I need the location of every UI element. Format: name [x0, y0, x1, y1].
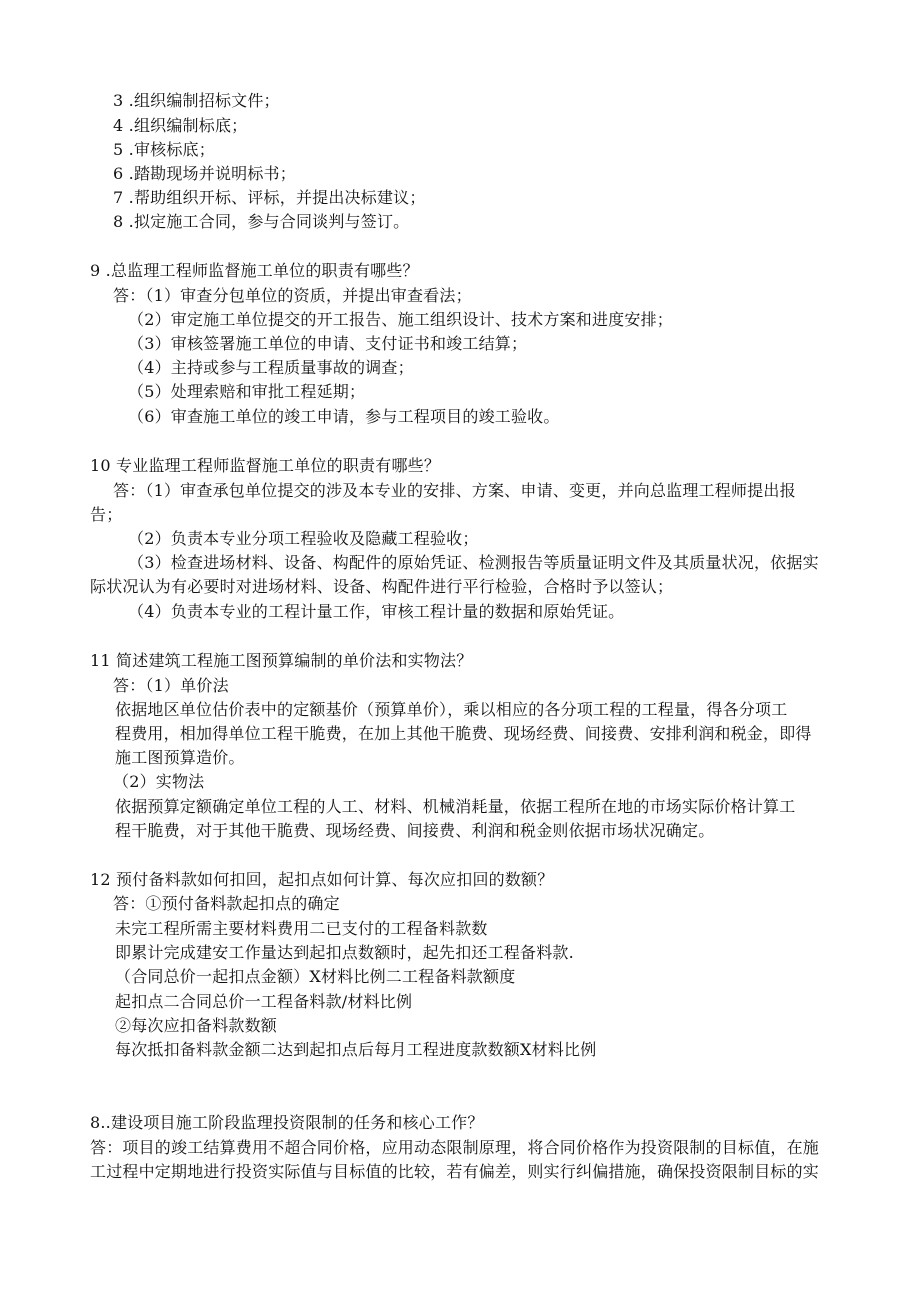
- answer-10-item: （2）负责本专业分项工程验收及隐藏工程验收；: [128, 529, 479, 548]
- answer-8b-line: 工过程中定期地进行投资实际值与目标值的比较，若有偏差，则实行纠偏措施，确保投资限制目标的实: [90, 1162, 820, 1181]
- question-11: 11 简述建筑工程施工图预算编制的单价法和实物法？: [90, 651, 473, 670]
- answer-12-line: ②每次应扣备料款数额: [115, 1016, 278, 1035]
- paragraph-line: 依据预算定额确定单位工程的人工、材料、机械消耗量，依据工程所在地的市场实际价格计算工: [115, 797, 796, 816]
- list-item: 4 .组织编制标底；: [113, 116, 248, 135]
- paragraph-line: 程干脆费，对于其他干脆费、现场经费、间接费、利润和税金则依据市场状况确定。: [115, 821, 715, 840]
- answer-10-item: （3）检查进场材料、设备、构配件的原始凭证、检测报告等质量证明文件及其质量状况，依据实: [128, 553, 819, 572]
- list-item: 8 .拟定施工合同，参与合同谈判与签订。: [113, 212, 410, 231]
- list-item: 6 .踏勘现场并说明标书；: [113, 164, 296, 183]
- answer-10-first: 答：（1）审查承包单位提交的涉及本专业的安排、方案、申请、变更，并向总监理工程师提出报: [113, 481, 796, 500]
- answer-10-item-cont: 际状况认为有必要时对进场材料、设备、构配件进行平行检验，合格时予以签认；: [90, 577, 674, 596]
- question-12: 12 预付备料款如何扣回，起扣点如何计算、每次应扣回的数额？: [90, 870, 554, 889]
- paragraph-line: 程费用，相加得单位工程干脆费，在加上其他干脆费、现场经费、间接费、安排利润和税金，即得: [115, 724, 812, 743]
- answer-12-line: （合同总价一起扣点金额）X材料比例二工程备料款额度: [115, 967, 516, 986]
- list-item: 7 .帮助组织开标、评标，并提出决标建议；: [113, 188, 426, 207]
- list-item: 5 .审核标底；: [113, 140, 215, 159]
- answer-12-line: 即累计完成建安工作量达到起扣点数额时，起先扣还工程备料款.: [115, 943, 574, 962]
- answer-12-line: 起扣点二合同总价一工程备料款/材料比例: [115, 992, 413, 1011]
- answer-12-line: 未完工程所需主要材料费用二已支付的工程备料款数: [115, 919, 488, 938]
- answer-8b-line: 答：项目的竣工结算费用不超合同价格，应用动态限制原理，将合同价格作为投资限制的目标值，在施: [90, 1138, 820, 1157]
- answer-9-item: （2）审定施工单位提交的开工报告、施工组织设计、技术方案和进度安排；: [128, 310, 673, 329]
- question-8b: 8..建设项目施工阶段监理投资限制的任务和核心工作？: [90, 1113, 484, 1132]
- answer-10-item: （4）负责本专业的工程计量工作，审核工程计量的数据和原始凭证。: [128, 602, 625, 621]
- answer-12-line: 答：①预付备料款起扣点的确定: [113, 894, 340, 913]
- paragraph-line: 依据地区单位估价表中的定额基价（预算单价），乘以相应的各分项工程的工程量，得各分项工: [115, 700, 788, 719]
- answer-9-item: （5）处理索赔和审批工程延期；: [128, 382, 366, 401]
- answer-11-first: 答：（1）单价法: [113, 676, 229, 695]
- answer-10-first-cont: 告；: [90, 505, 123, 524]
- paragraph-line: 施工图预算造价。: [115, 748, 245, 767]
- answer-9-item: （3）审核签署施工单位的申请、支付证书和竣工结算；: [128, 334, 528, 353]
- answer-9-first: 答：（1）审查分包单位的资质，并提出审查看法；: [113, 286, 472, 305]
- list-item: 3 .组织编制招标文件；: [113, 91, 280, 110]
- answer-9-item: （6）审查施工单位的竣工申请，参与工程项目的竣工验收。: [128, 407, 560, 426]
- question-10: 10 专业监理工程师监督施工单位的职责有哪些？: [90, 456, 441, 475]
- question-9: 9 .总监理工程师监督施工单位的职责有哪些？: [90, 261, 419, 280]
- answer-9-item: （4）主持或参与工程质量事故的调查；: [128, 358, 414, 377]
- answer-12-line: 每次抵扣备料款金额二达到起扣点后每月工程进度款数额X材料比例: [115, 1040, 597, 1059]
- answer-11-method2: （2）实物法: [113, 772, 205, 791]
